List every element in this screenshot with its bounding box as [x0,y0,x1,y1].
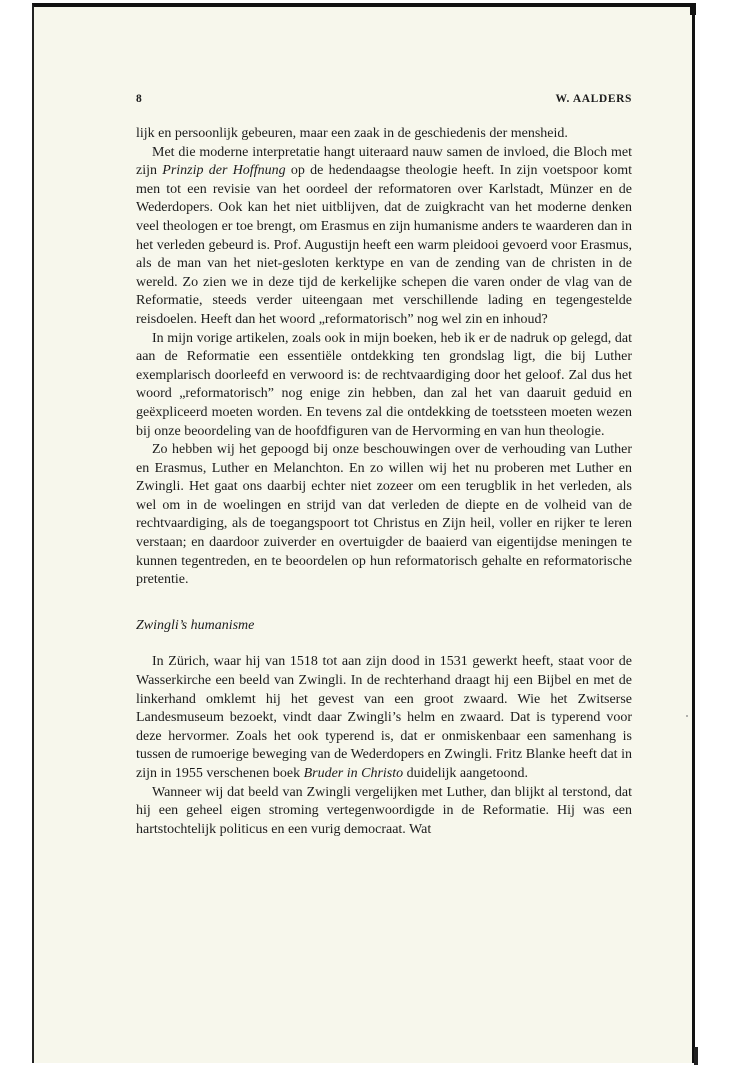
scan-edge-mark [694,1047,698,1065]
paragraph: Met die moderne interpretatie hangt uiteraard nauw samen de invloed, die Bloch met zijn Prinzip der Hoffnung op de hedendaagse theologie heeft. In zijn voetspoor komt men tot een revisie van het oordeel der reformatoren over Karlstadt, Münzer en de Wederdopers. Ook kan het niet uitblijven, dat de zuigkracht van het moderne denken veel theologen er toe brengt, om Erasmus en zijn humanisme anders te waarderen dan in het verleden gebeurd is. Prof. Augustijn heeft een warm pleidooi gevoerd voor Erasmus, als de man van het niet-gesloten kerktype en van de zending van de christen in de wereld. Zo zien we in deze tijd de kerkelijke schepen die varen onder de vlag van de Reformatie, steeds verder uiteengaan met verschillende lading en tegengestelde reisdoelen. Heeft dan het woord „reformatorisch” nog wel zin en inhoud? [136,144,632,327]
paragraph: Zo hebben wij het gepoogd bij onze beschouwingen over de verhouding van Luther en Erasmus, Luther en Melanchton. En zo willen wij het nu proberen met Luther en Zwingli. Het gaat ons daarbij echter niet zozeer om een terugblik in het verleden, als wel om in de woelingen en strijd van dat verleden de diepte en de volheid van de rechtvaardiging, als de toegangspoort tot Christus en Zijn heil, voller en rijker te leren verstaan; en daardoor zuiverder en overtuigder de baaierd van eigentijdse meningen te kunnen tegentreden, en te beoordelen op hun reformatorisch gehalte en reformatorische pretentie. [136,442,632,588]
body-text [136,125,632,839]
running-head-author: W. AALDERS [555,93,632,105]
section-heading: Zwingli’s humanisme [136,617,255,633]
scan-speck [686,715,688,717]
page-header [136,93,632,111]
paragraph: In Zürich, waar hij van 1518 tot aan zijn dood in 1531 gewerkt heeft, staat voor de Wasserkirche een beeld van Zwingli. In de rechterhand draagt hij een Bijbel en met de linkerhand omklemt hij het gevest van een groot zwaard. Wie het Zwitserse Landesmuseum bezoekt, vindt daar Zwingli’s helm en zwaard. Dat is typerend voor deze hervormer. Zoals het ook typerend is, dat er onmiskenbaar een samenhang is tussen de rumoerige beweging van de Wederdopers en Zwingli. Fritz Blanke heeft dat in zijn in 1955 verschenen boek Bruder in Christo duidelijk aangetoond. [136,654,632,781]
paragraph: Wanneer wij dat beeld van Zwingli vergelijken met Luther, dan blijkt al terstond, dat hij een geheel eigen stroming vertegenwoordigde in de Reformatie. Hij was een hartstochtelijk politicus en een vurig democraat. Wat [136,784,632,837]
book-title: Prinzip der Hoffnung [162,163,286,179]
paragraph: lijk en persoonlijk gebeuren, maar een zaak in de geschiedenis der mensheid. [136,126,568,141]
page-number: 8 [136,93,143,105]
scan-edge-shadow [690,3,696,15]
book-title: Bruder in Christo [303,766,404,781]
paragraph: In mijn vorige artikelen, zoals ook in mijn boeken, heb ik er de nadruk op gelegd, dat aan de Reformatie een essentiële ontdekking ten grondslag ligt, die bij Luther exemplarisch doorleefd en verwoord is: de rechtvaardiging door het geloof. Zal dus het woord „reformatorisch” nog enige zin hebben, dan zal het van daaruit geduid en geëxpliceerd moeten worden. En tevens zal die ontdekking de toetssteen moeten wezen bij onze beoordeling van de hoofdfiguren van de Hervorming en van hun theologie. [136,330,632,439]
book-page [32,3,695,1063]
